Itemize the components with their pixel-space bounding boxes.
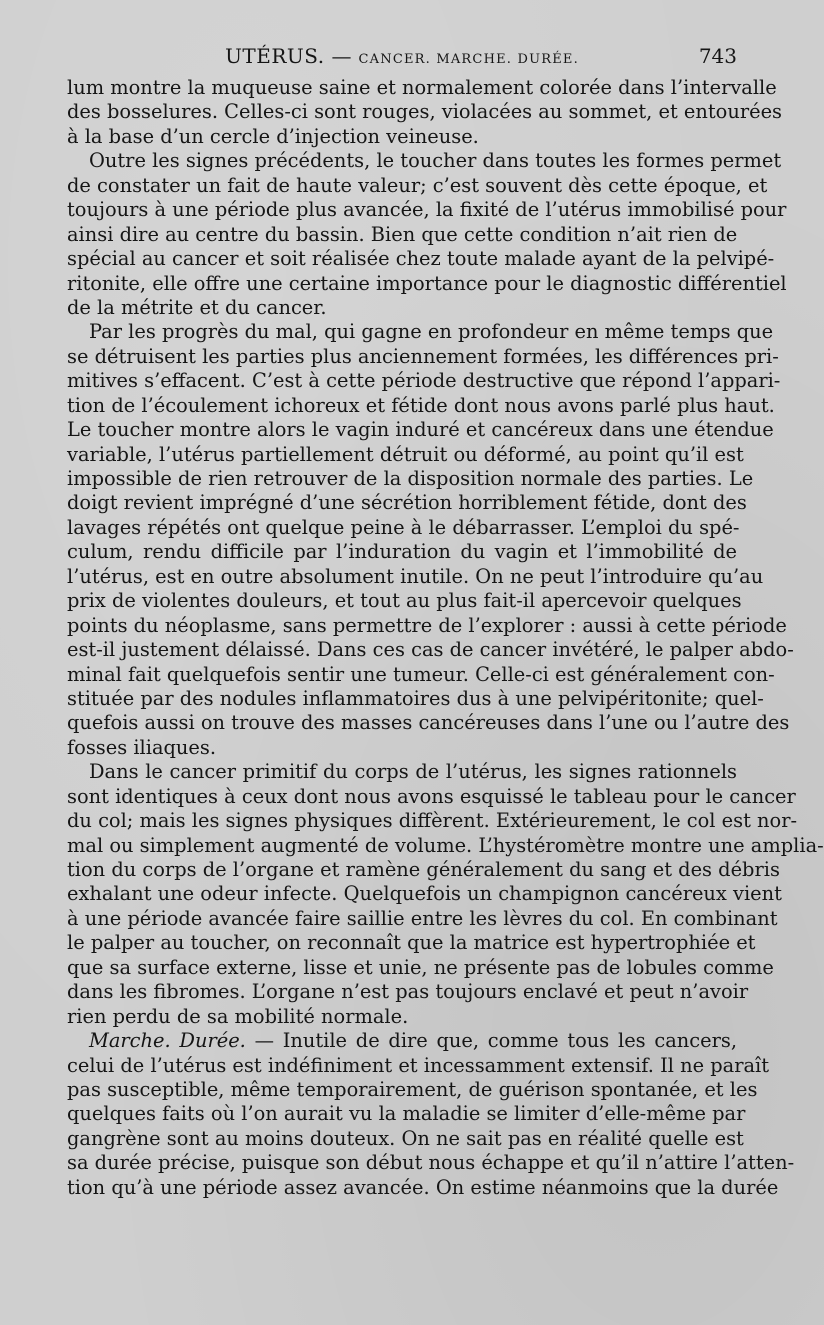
text-line: le palper au toucher, on reconnaît que la matrice est hypertrophiée et bbox=[67, 931, 756, 955]
text-line: exhalant une odeur infecte. Quelquefois un champignon cancéreux vient bbox=[67, 882, 782, 906]
text-line: Le toucher montre alors le vagin induré et cancéreux dans une étendue bbox=[67, 418, 774, 442]
text-line: toujours à une période plus avancée, la fixité de l’utérus immobilisé pour bbox=[67, 198, 787, 222]
text-line: spécial au cancer et soit réalisée chez toute malade ayant de la pelvipé- bbox=[67, 247, 775, 271]
text-line: l’utérus, est en outre absolument inutile. On ne peut l’introduire qu’au bbox=[67, 564, 764, 588]
text-line: pas susceptible, même temporairement, de guérison spontanée, et les bbox=[67, 1077, 758, 1101]
text-line: points du néoplasme, sans permettre de l’explorer : aussi à cette période bbox=[67, 613, 787, 637]
text-line: ritonite, elle offre une certaine importance pour le diagnostic différentiel bbox=[67, 271, 787, 295]
text-line: de constater un fait de haute valeur; c’est souvent dès cette époque, et bbox=[67, 173, 768, 197]
text-line: quefois aussi on trouve des masses cancéreuses dans l’une ou l’autre des bbox=[67, 711, 790, 735]
text-line: tion de l’écoulement ichoreux et fétide dont nous avons parlé plus haut. bbox=[67, 393, 775, 417]
text-line: celui de l’utérus est indéfiniment et incessamment extensif. Il ne paraît bbox=[67, 1053, 770, 1077]
text-line: Par les progrès du mal, qui gagne en profondeur en même temps que bbox=[89, 320, 774, 344]
running-title-main: UTÉRUS. — bbox=[225, 44, 352, 68]
running-title bbox=[67, 44, 737, 68]
text-line: à la base d’un cercle d’injection veineuse. bbox=[67, 124, 479, 148]
text-line: Marche. Durée. — Inutile de dire que, comme tous les cancers, bbox=[89, 1029, 737, 1053]
text-line: du col; mais les signes physiques diffèrent. Extérieurement, le col est nor- bbox=[67, 809, 798, 833]
text-line: rien perdu de sa mobilité normale. bbox=[67, 1004, 409, 1028]
text-line: variable, l’utérus partiellement détruit ou déformé, au point qu’il est bbox=[67, 442, 744, 466]
text-line: sont identiques à ceux dont nous avons esquissé le tableau pour le cancer bbox=[67, 784, 796, 808]
text-line: fosses iliaques. bbox=[67, 735, 216, 759]
text-line: dans les fibromes. L’organe n’est pas toujours enclavé et peut n’avoir bbox=[67, 980, 749, 1004]
text-line: de la métrite et du cancer. bbox=[67, 295, 327, 319]
text-line: lum montre la muqueuse saine et normalement colorée dans l’intervalle bbox=[67, 76, 777, 99]
text-line: sa durée précise, puisque son début nous échappe et qu’il n’attire l’atten- bbox=[67, 1151, 795, 1175]
text-line: Dans le cancer primitif du corps de l’utérus, les signes rationnels bbox=[89, 760, 737, 784]
body-text bbox=[67, 76, 824, 1200]
text-line: ainsi dire au centre du bassin. Bien que cette condition n’ait rien de bbox=[67, 222, 738, 246]
text-line: culum, rendu difficile par l’induration du vagin et l’immobilité de bbox=[67, 540, 737, 564]
text-line: mitives s’effacent. C’est à cette période destructive que répond l’appari- bbox=[67, 369, 781, 393]
text-line: impossible de rien retrouver de la disposition normale des parties. Le bbox=[67, 467, 754, 490]
text-line: tion du corps de l’organe et ramène généralement du sang et des débris bbox=[67, 858, 780, 881]
text-line: gangrène sont au moins douteux. On ne sait pas en réalité quelle est bbox=[67, 1126, 744, 1150]
text-line: quelques faits où l’on aurait vu la maladie se limiter d’elle-même par bbox=[67, 1102, 746, 1126]
text-line: à une période avancée faire saillie entre les lèvres du col. En combinant bbox=[67, 906, 778, 930]
text-line: que sa surface externe, lisse et unie, ne présente pas de lobules comme bbox=[67, 955, 774, 979]
text-line: tion qu’à une période assez avancée. On estime néanmoins que la durée bbox=[67, 1175, 779, 1199]
text-line: lavages répétés ont quelque peine à le débarrasser. L’emploi du spé- bbox=[67, 515, 740, 539]
section-heading: Marche. Durée. bbox=[89, 1029, 246, 1053]
text-line: mal ou simplement augmenté de volume. L’hystéromètre montre une amplia- bbox=[67, 833, 824, 857]
text-line: prix de violentes douleurs, et tout au plus fait-il apercevoir quelques bbox=[67, 589, 742, 613]
text-line: minal fait quelquefois sentir une tumeur. Celle-ci est généralement con- bbox=[67, 662, 775, 686]
text-line: doigt revient imprégné d’une sécrétion horriblement fétide, dont des bbox=[67, 491, 747, 515]
running-title-sub: CANCER. MARCHE. DURÉE. bbox=[358, 52, 579, 67]
text-line: se détruisent les parties plus anciennement formées, les différences pri- bbox=[67, 344, 779, 368]
text-line: stituée par des nodules inflammatoires dus à une pelvipéritonite; quel- bbox=[67, 686, 764, 710]
running-header bbox=[67, 44, 737, 76]
page-number: 743 bbox=[698, 44, 737, 68]
text-line: est-il justement délaissé. Dans ces cas de cancer invétéré, le palper abdo- bbox=[67, 638, 794, 662]
text-line: des bosselures. Celles-ci sont rouges, violacées au sommet, et entourées bbox=[67, 100, 783, 124]
text-line: Outre les signes précédents, le toucher dans toutes les formes permet bbox=[89, 149, 782, 173]
